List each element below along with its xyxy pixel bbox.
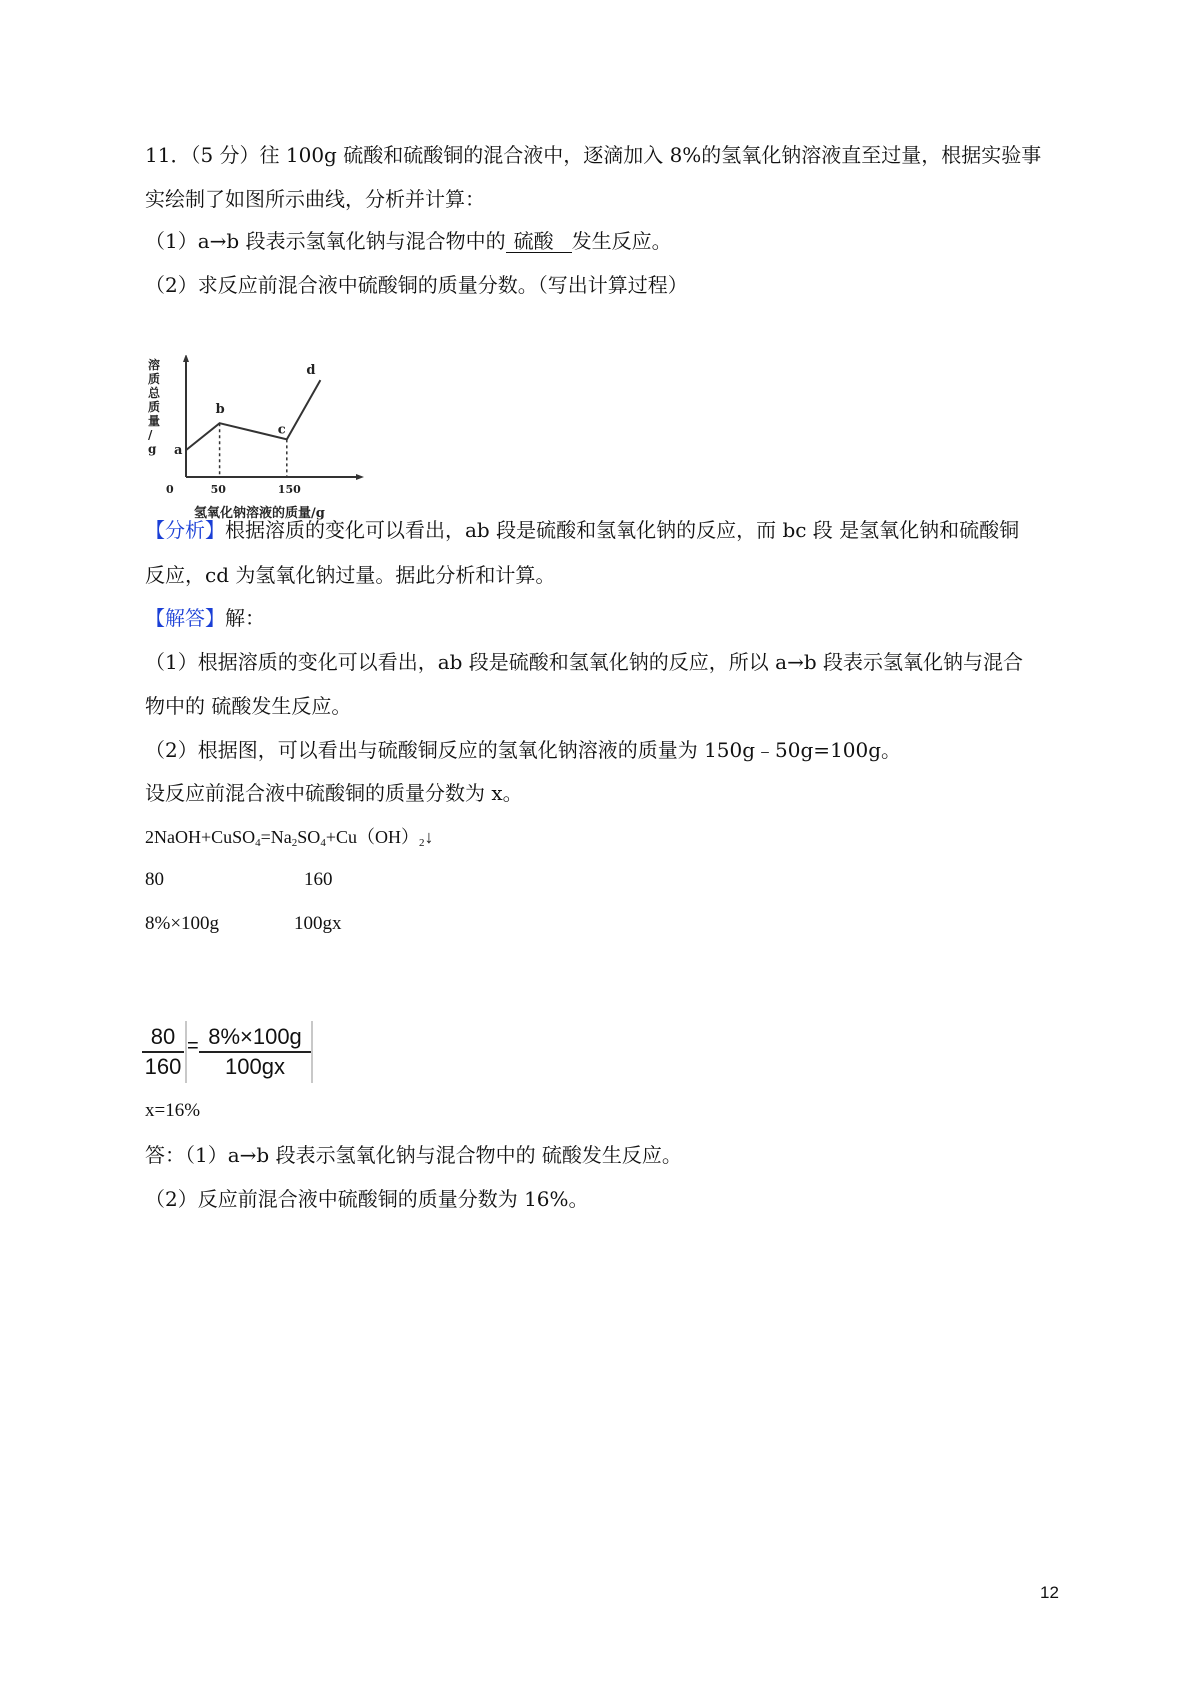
equation-part-a: 2NaOH+CuSO bbox=[145, 827, 256, 847]
equation-sub-b: 2 bbox=[291, 837, 298, 849]
x-tick-label-0: 0 bbox=[166, 483, 174, 496]
chart-figure bbox=[148, 355, 388, 540]
y-axis-label-char-5: / bbox=[148, 428, 153, 442]
equation-part-c: SO bbox=[297, 827, 321, 847]
solution-p1-line-1: （1）根据溶质的变化可以看出，ab 段是硫酸和氢氧化钠的反应，所以 a→b 段表示氢氧化钠与混合 bbox=[145, 650, 1024, 674]
solution-result: x=16% bbox=[145, 1100, 201, 1121]
fraction-right-denominator: 100gx bbox=[225, 1054, 285, 1079]
equation-sub-d: 2 bbox=[418, 837, 425, 849]
amount-right: 100gx bbox=[294, 913, 342, 934]
point-label-a: a bbox=[174, 443, 183, 459]
y-axis-label-char-3: 质 bbox=[148, 400, 161, 414]
question-part-1-suffix: 发生反应。 bbox=[571, 229, 672, 253]
question-line-2: 实绘制了如图所示曲线，分析并计算： bbox=[145, 187, 485, 211]
solution-p1-line-2: 物中的 硫酸发生反应。 bbox=[145, 694, 352, 718]
question-part-2: （2）求反应前混合液中硫酸铜的质量分数。（写出计算过程） bbox=[145, 273, 688, 297]
point-label-c: c bbox=[277, 422, 286, 438]
chart-svg bbox=[148, 355, 388, 540]
analysis-line-1 bbox=[145, 518, 1019, 542]
fraction-right bbox=[199, 1023, 311, 1081]
analysis-text-1: 根据溶质的变化可以看出，ab 段是硫酸和氢氧化钠的反应，而 bc 段 是氢氧化钠和硫酸铜 bbox=[225, 518, 1020, 542]
y-axis-arrow-icon bbox=[183, 355, 189, 362]
y-axis-label-char-0: 溶 bbox=[148, 358, 161, 372]
ratio-right: 160 bbox=[304, 869, 333, 890]
chemical-equation bbox=[145, 825, 433, 855]
equation-part-d: +Cu（OH） bbox=[325, 827, 419, 847]
x-tick-label-150: 150 bbox=[277, 483, 301, 496]
answer-line-2: （2）反应前混合液中硫酸铜的质量分数为 16%。 bbox=[145, 1187, 589, 1211]
point-label-d: d bbox=[306, 363, 316, 379]
amount-left: 8%×100g bbox=[145, 913, 220, 934]
solution-p2: （2）根据图，可以看出与硫酸铜反应的氢氧化钠溶液的质量为 150g﹣50g=100g。 bbox=[145, 738, 902, 762]
fraction-left bbox=[142, 1023, 184, 1081]
fraction-equals: = bbox=[187, 1035, 199, 1057]
fraction-left-numerator: 80 bbox=[150, 1024, 176, 1049]
fraction-left-denominator: 160 bbox=[144, 1054, 182, 1079]
series-line bbox=[186, 380, 320, 450]
solution-tag: 【解答】 bbox=[145, 606, 225, 630]
solution-intro: 解： bbox=[225, 606, 265, 630]
solution-assume: 设反应前混合液中硫酸铜的质量分数为 x。 bbox=[145, 781, 523, 805]
y-axis-label-char-4: 量 bbox=[148, 414, 161, 428]
equation-sub-c: 4 bbox=[320, 837, 326, 849]
ratio-left: 80 bbox=[145, 869, 164, 890]
y-axis-label-char-2: 总 bbox=[148, 386, 161, 400]
y-axis-label-char-1: 质 bbox=[148, 372, 161, 386]
question-part-1-answer: 硫酸 bbox=[506, 230, 572, 253]
question-line-1: 11．（5 分）往 100g 硫酸和硫酸铜的混合液中，逐滴加入 8%的氢氧化钠溶液直至过量，根据实验事 bbox=[145, 143, 1042, 167]
page-number: 12 bbox=[1040, 1583, 1059, 1602]
answer-line-1: 答：（1）a→b 段表示氢氧化钠与混合物中的 硫酸发生反应。 bbox=[145, 1143, 682, 1167]
solution-heading bbox=[145, 606, 265, 630]
point-label-b: b bbox=[215, 402, 225, 418]
fraction-border-right bbox=[311, 1021, 313, 1083]
analysis-line-2: 反应，cd 为氢氧化钠过量。据此分析和计算。 bbox=[145, 563, 556, 587]
question-part-1-prefix: （1）a→b 段表示氢氧化钠与混合物中的 bbox=[145, 229, 506, 253]
precipitate-arrow-icon: ↓ bbox=[424, 827, 434, 847]
x-tick-label-50: 50 bbox=[210, 483, 226, 496]
x-axis-arrow-icon bbox=[356, 474, 364, 480]
y-axis-label-char-6: g bbox=[148, 442, 157, 456]
proportion-fraction bbox=[141, 1021, 313, 1081]
equation-sub-a: 4 bbox=[255, 837, 261, 849]
fraction-right-numerator: 8%×100g bbox=[208, 1024, 302, 1049]
equation-part-b: =Na bbox=[260, 827, 292, 847]
x-axis-label: 氢氧化钠溶液的质量/g bbox=[194, 506, 325, 521]
analysis-tag: 【分析】 bbox=[145, 518, 225, 542]
question-part-1 bbox=[145, 229, 672, 253]
